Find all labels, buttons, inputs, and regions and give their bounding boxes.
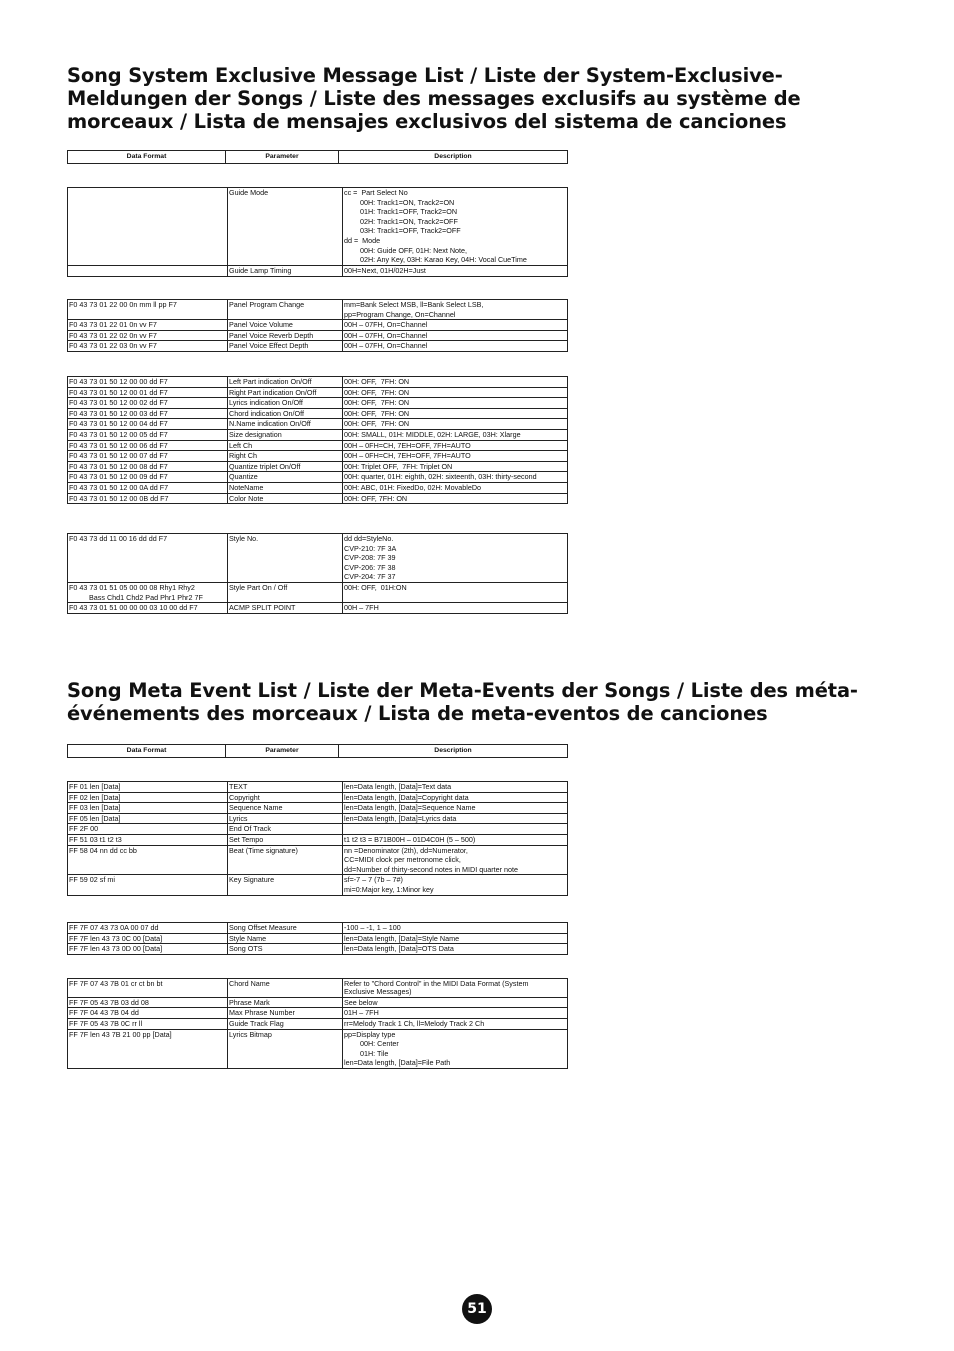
header-data-format: Data Format xyxy=(68,151,226,164)
table-row xyxy=(68,461,568,472)
cell-parameter: Style No. xyxy=(228,534,343,583)
cell-parameter: ACMP SPLIT POINT xyxy=(228,603,343,614)
table-row xyxy=(68,845,568,875)
sysex-group-style xyxy=(67,533,568,614)
table-row xyxy=(68,534,568,583)
cell-parameter: Color Note xyxy=(228,493,343,504)
cell-data-format: FF 03 len [Data] xyxy=(68,803,228,814)
meta-group-standard-events xyxy=(67,781,568,896)
cell-data-format: FF 7F 07 43 73 0A 00 07 dd xyxy=(68,923,228,934)
cell-data-format: F0 43 73 01 22 03 0n vv F7 xyxy=(68,341,228,352)
cell-description: -100 – -1, 1 – 100 xyxy=(343,923,568,934)
header-description: Description xyxy=(339,151,568,164)
cell-description: len=Data length, [Data]=Copyright data xyxy=(343,792,568,803)
meta-group-chord-lyrics xyxy=(67,978,568,1069)
cell-data-format: F0 43 73 01 50 12 00 08 dd F7 xyxy=(68,461,228,472)
cell-description: 00H: ABC, 01H: FixedDo, 02H: MovableDo xyxy=(343,482,568,493)
cell-description: 00H: OFF, 7FH: ON xyxy=(343,398,568,409)
cell-description: dd dd=StyleNo. CVP-210: 7F 3A CVP-208: 7F 39 CVP-206: 7F 38 CVP-204: 7F 37 xyxy=(343,534,568,583)
cell-description: mm=Bank Select MSB, ll=Bank Select LSB, pp=Program Change, On=Channel xyxy=(343,300,568,320)
cell-parameter: Style Name xyxy=(228,933,343,944)
table-row xyxy=(68,813,568,824)
cell-data-format: FF 05 len [Data] xyxy=(68,813,228,824)
cell-description: pp=Display type 00H: Center 01H: Tile len=Data length, [Data]=File Path xyxy=(343,1029,568,1068)
sysex-group-panel-voice xyxy=(67,299,568,352)
cell-parameter: N.Name indication On/Off xyxy=(228,419,343,430)
cell-description: sf=-7 – 7 (7b – 7#) mi=0:Major key, 1:Minor key xyxy=(343,875,568,895)
cell-data-format: FF 7F 05 43 7B 03 dd 08 xyxy=(68,997,228,1008)
cell-description: 00H: OFF, 7FH: ON xyxy=(343,387,568,398)
table-header-row xyxy=(68,745,568,758)
cell-parameter: Chord indication On/Off xyxy=(228,408,343,419)
cell-data-format: F0 43 73 01 50 12 00 09 dd F7 xyxy=(68,472,228,483)
table-row xyxy=(68,875,568,895)
table-row xyxy=(68,792,568,803)
cell-data-format: F0 43 73 01 50 12 00 0A dd F7 xyxy=(68,482,228,493)
cell-data-format: F0 43 73 01 50 12 00 01 dd F7 xyxy=(68,387,228,398)
cell-parameter: Set Tempo xyxy=(228,834,343,845)
cell-data-format: F0 43 73 01 50 12 00 06 dd F7 xyxy=(68,440,228,451)
table-row xyxy=(68,266,568,277)
cell-description: t1 t2 t3 = B71B00H – 01D4C0H (5 – 500) xyxy=(343,834,568,845)
cell-data-format: F0 43 73 dd 11 00 16 dd dd F7 xyxy=(68,534,228,583)
cell-data-format xyxy=(68,266,228,277)
table-row xyxy=(68,330,568,341)
cell-parameter: Song Offset Measure xyxy=(228,923,343,934)
table-row xyxy=(68,398,568,409)
cell-data-format: FF 58 04 nn dd cc bb xyxy=(68,845,228,875)
cell-parameter: End Of Track xyxy=(228,824,343,835)
cell-description: 00H – 0FH=CH, 7EH=OFF, 7FH=AUTO xyxy=(343,440,568,451)
cell-data-format: F0 43 73 01 22 01 0n vv F7 xyxy=(68,320,228,331)
table-row xyxy=(68,923,568,934)
table-row xyxy=(68,824,568,835)
cell-description: 00H – 07FH, On=Channel xyxy=(343,320,568,331)
header-data-format: Data Format xyxy=(68,745,226,758)
cell-data-format: F0 43 73 01 50 12 00 02 dd F7 xyxy=(68,398,228,409)
cell-description: 00H – 07FH, On=Channel xyxy=(343,341,568,352)
cell-parameter: Lyrics Bitmap xyxy=(228,1029,343,1068)
cell-parameter: Guide Mode xyxy=(228,188,343,266)
cell-data-format: F0 43 73 01 51 05 00 00 08 Rhy1 Rhy2 Bass Chd1 Chd2 Pad Phr1 Phr2 7F xyxy=(68,583,228,603)
cell-description: len=Data length, [Data]=Text data xyxy=(343,782,568,793)
cell-parameter: TEXT xyxy=(228,782,343,793)
cell-data-format: FF 51 03 t1 t2 t3 xyxy=(68,834,228,845)
cell-data-format: F0 43 73 01 50 12 00 00 dd F7 xyxy=(68,377,228,388)
cell-parameter: Lyrics xyxy=(228,813,343,824)
cell-description: rr=Melody Track 1 Ch, ll=Melody Track 2 Ch xyxy=(343,1019,568,1030)
table-row xyxy=(68,1029,568,1068)
cell-data-format: F0 43 73 01 50 12 00 0B dd F7 xyxy=(68,493,228,504)
cell-data-format: FF 59 02 sf mi xyxy=(68,875,228,895)
cell-parameter: Right Ch xyxy=(228,451,343,462)
cell-description: Refer to "Chord Control" in the MIDI Data Format (System Exclusive Messages) xyxy=(343,979,568,998)
table-row xyxy=(68,429,568,440)
cell-parameter: Song OTS xyxy=(228,944,343,955)
cell-parameter: Panel Program Change xyxy=(228,300,343,320)
section-title-song-meta-event: Song Meta Event List / Liste der Meta-Events der Songs / Liste des méta- événements des morceaux / Lista de meta-eventos de canciones xyxy=(67,679,858,725)
cell-parameter: Left Ch xyxy=(228,440,343,451)
cell-data-format: FF 01 len [Data] xyxy=(68,782,228,793)
table-row xyxy=(68,300,568,320)
cell-data-format: F0 43 73 01 50 12 00 05 dd F7 xyxy=(68,429,228,440)
table-row xyxy=(68,1008,568,1019)
cell-description: nn =Denominator (2th), dd=Numerator, CC=MIDI clock per metronome click, dd=Number of thirty-second notes in MIDI quarter note xyxy=(343,845,568,875)
table-row xyxy=(68,493,568,504)
cell-description: cc = Part Select No 00H: Track1=ON, Track2=ON 01H: Track1=OFF, Track2=ON 02H: Track1=ON, Track2=OFF 03H: Track1=OFF, Track2=OFF dd = Mode 00H: Guide OFF, 01H: Next Note, 02H: Any Key, 03H: Karao Key, 04H: Vocal CueTime xyxy=(343,188,568,266)
cell-description: 00H: OFF, 7FH: ON xyxy=(343,419,568,430)
cell-description: 00H – 7FH xyxy=(343,603,568,614)
cell-data-format: FF 7F 07 43 7B 01 cr ct bn bt xyxy=(68,979,228,998)
sysex-group-guide xyxy=(67,187,568,277)
cell-description: See below xyxy=(343,997,568,1008)
table-row xyxy=(68,944,568,955)
table-row xyxy=(68,782,568,793)
cell-data-format: F0 43 73 01 51 00 00 00 03 10 00 dd F7 xyxy=(68,603,228,614)
cell-description: 00H: quarter, 01H: eighth, 02H: sixteenth, 03H: thirty-second xyxy=(343,472,568,483)
cell-data-format: F0 43 73 01 50 12 00 07 dd F7 xyxy=(68,451,228,462)
table-row xyxy=(68,387,568,398)
sysex-table-header xyxy=(67,150,568,164)
table-row xyxy=(68,603,568,614)
cell-parameter: Beat (Time signature) xyxy=(228,845,343,875)
cell-description xyxy=(343,824,568,835)
cell-parameter: NoteName xyxy=(228,482,343,493)
cell-description: 00H: OFF, 01H:ON xyxy=(343,583,568,603)
section-title-song-system-exclusive: Song System Exclusive Message List / Liste der System-Exclusive- Meldungen der Songs / Liste des messages exclusifs au système de morceaux / Lista de mensajes exclusivos del sistema de canciones xyxy=(67,64,801,133)
cell-parameter: Max Phrase Number xyxy=(228,1008,343,1019)
cell-description: 00H – 0FH=CH, 7EH=OFF, 7FH=AUTO xyxy=(343,451,568,462)
cell-parameter: Phrase Mark xyxy=(228,997,343,1008)
cell-data-format: F0 43 73 01 50 12 00 04 dd F7 xyxy=(68,419,228,430)
table-row xyxy=(68,979,568,998)
cell-data-format xyxy=(68,188,228,266)
cell-parameter: Panel Voice Volume xyxy=(228,320,343,331)
cell-description: 00H: OFF, 7FH: ON xyxy=(343,408,568,419)
cell-description: 00H: Triplet OFF, 7FH: Triplet ON xyxy=(343,461,568,472)
table-row xyxy=(68,188,568,266)
cell-data-format: FF 7F 05 43 7B 0C rr ll xyxy=(68,1019,228,1030)
cell-description: 00H=Next, 01H/02H=Just xyxy=(343,266,568,277)
table-row xyxy=(68,472,568,483)
header-description: Description xyxy=(339,745,568,758)
cell-data-format: F0 43 73 01 22 02 0n vv F7 xyxy=(68,330,228,341)
cell-parameter: Chord Name xyxy=(228,979,343,998)
cell-data-format: FF 7F len 43 73 0D 00 [Data] xyxy=(68,944,228,955)
meta-group-song-data xyxy=(67,922,568,955)
table-row xyxy=(68,997,568,1008)
table-row xyxy=(68,1019,568,1030)
cell-parameter: Key Signature xyxy=(228,875,343,895)
table-row xyxy=(68,583,568,603)
cell-parameter: Guide Lamp Timing xyxy=(228,266,343,277)
cell-data-format: F0 43 73 01 50 12 00 03 dd F7 xyxy=(68,408,228,419)
page-number-badge: 51 xyxy=(462,1294,492,1324)
cell-parameter: Size designation xyxy=(228,429,343,440)
cell-data-format: F0 43 73 01 22 00 0n mm ll pp F7 xyxy=(68,300,228,320)
cell-description: len=Data length, [Data]=OTS Data xyxy=(343,944,568,955)
table-row xyxy=(68,834,568,845)
cell-data-format: FF 2F 00 xyxy=(68,824,228,835)
cell-data-format: FF 02 len [Data] xyxy=(68,792,228,803)
cell-parameter: Quantize triplet On/Off xyxy=(228,461,343,472)
cell-data-format: FF 7F len 43 7B 21 00 pp [Data] xyxy=(68,1029,228,1068)
cell-description: 00H: OFF, 7FH: ON xyxy=(343,377,568,388)
cell-parameter: Quantize xyxy=(228,472,343,483)
table-row xyxy=(68,803,568,814)
table-row xyxy=(68,419,568,430)
cell-parameter: Right Part indication On/Off xyxy=(228,387,343,398)
cell-parameter: Copyright xyxy=(228,792,343,803)
meta-table-header xyxy=(67,744,568,758)
table-row xyxy=(68,408,568,419)
cell-description: len=Data length, [Data]=Sequence Name xyxy=(343,803,568,814)
cell-parameter: Left Part indication On/Off xyxy=(228,377,343,388)
cell-parameter: Guide Track Flag xyxy=(228,1019,343,1030)
cell-description: 00H: SMALL, 01H: MIDDLE, 02H: LARGE, 03H: Xlarge xyxy=(343,429,568,440)
table-header-row xyxy=(68,151,568,164)
table-row xyxy=(68,341,568,352)
cell-parameter: Panel Voice Effect Depth xyxy=(228,341,343,352)
cell-description: len=Data length, [Data]=Style Name xyxy=(343,933,568,944)
table-row xyxy=(68,320,568,331)
table-row xyxy=(68,933,568,944)
table-row xyxy=(68,440,568,451)
sysex-group-display-settings xyxy=(67,376,568,504)
cell-parameter: Panel Voice Reverb Depth xyxy=(228,330,343,341)
cell-data-format: FF 7F 04 43 7B 04 dd xyxy=(68,1008,228,1019)
cell-parameter: Sequence Name xyxy=(228,803,343,814)
cell-parameter: Lyrics indication On/Off xyxy=(228,398,343,409)
header-parameter: Parameter xyxy=(226,151,339,164)
header-parameter: Parameter xyxy=(226,745,339,758)
cell-description: 01H – 7FH xyxy=(343,1008,568,1019)
cell-description: 00H: OFF, 7FH: ON xyxy=(343,493,568,504)
table-row xyxy=(68,482,568,493)
cell-description: 00H – 07FH, On=Channel xyxy=(343,330,568,341)
cell-description: len=Data length, [Data]=Lyrics data xyxy=(343,813,568,824)
cell-parameter: Style Part On / Off xyxy=(228,583,343,603)
cell-data-format: FF 7F len 43 73 0C 00 [Data] xyxy=(68,933,228,944)
table-row xyxy=(68,451,568,462)
table-row xyxy=(68,377,568,388)
